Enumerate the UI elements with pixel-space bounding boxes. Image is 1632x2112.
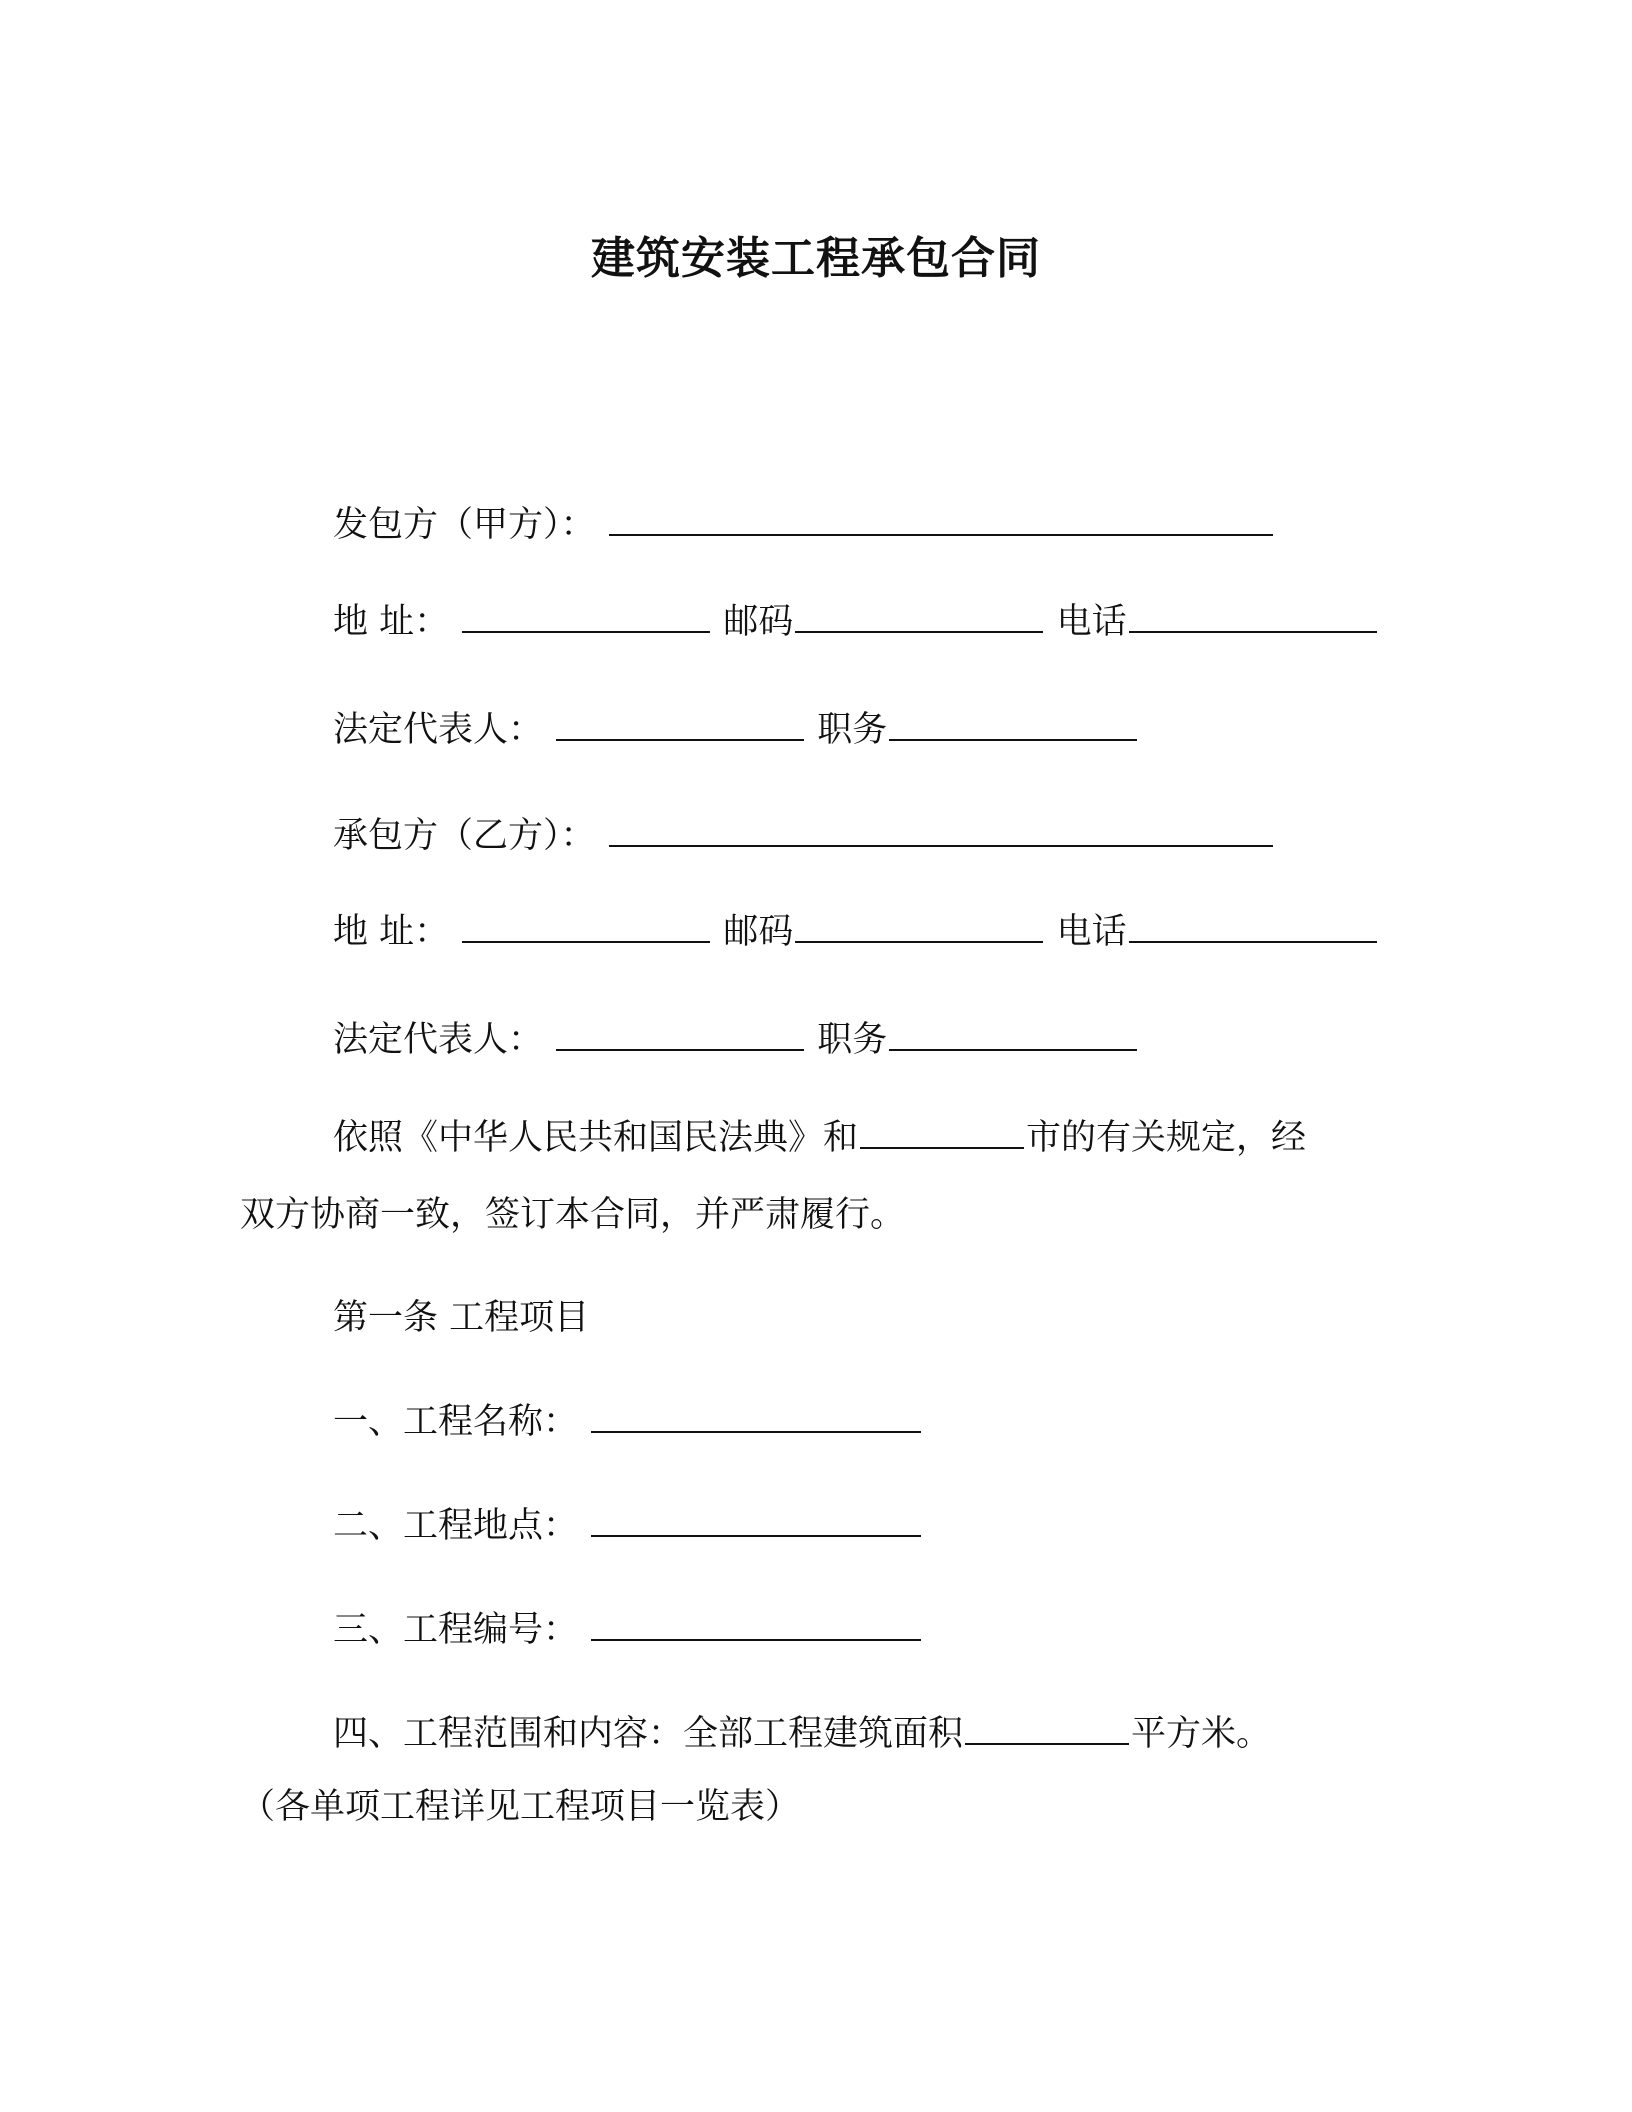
intro-part1: 依照《中华人民共和国民法典》和 (333, 1118, 859, 1158)
project-location-blank[interactable] (591, 1505, 921, 1537)
intro-line-2 (240, 1193, 905, 1237)
party-b-address-label: 地 址： (333, 912, 450, 952)
party-b-postcode-blank[interactable] (795, 911, 1043, 943)
project-scope-note: （各单项工程详见工程项目一览表） (240, 1787, 801, 1827)
party-a-phone-label: 电话 (1056, 602, 1127, 642)
project-name-blank[interactable] (591, 1401, 921, 1433)
party-b-position-blank[interactable] (889, 1019, 1137, 1051)
party-b-rep-label: 法定代表人： (333, 1020, 544, 1060)
intro-line2-text: 双方协商一致，签订本合同，并严肃履行。 (240, 1195, 906, 1235)
intro-city-blank[interactable] (860, 1117, 1024, 1149)
party-b-address-blank[interactable] (462, 911, 710, 943)
intro-part2: 市的有关规定，经 (1026, 1118, 1307, 1158)
article-1-item-4 (333, 1712, 1271, 1756)
party-a-rep-line (333, 708, 1139, 752)
party-a-rep-blank[interactable] (556, 709, 804, 741)
project-scope-label: 四、工程范围和内容：全部工程建筑面积 (333, 1714, 964, 1754)
party-b-line (333, 814, 1275, 858)
article-1-item-2 (333, 1504, 923, 1548)
party-a-contact-line (333, 600, 1379, 644)
article-1-item-4-line-2 (240, 1785, 800, 1829)
document-title: 建筑安装工程承包合同 (591, 233, 1041, 284)
party-a-name-blank[interactable] (609, 504, 1273, 536)
party-b-postcode-label: 邮码 (723, 912, 794, 952)
party-a-postcode-blank[interactable] (795, 601, 1043, 633)
party-b-contact-line (333, 910, 1379, 954)
project-name-label: 一、工程名称： (333, 1402, 579, 1442)
party-a-line (333, 503, 1275, 547)
building-area-blank[interactable] (965, 1713, 1129, 1745)
party-a-postcode-label: 邮码 (723, 602, 794, 642)
party-a-position-blank[interactable] (889, 709, 1137, 741)
article-1-heading-text: 第一条 工程项目 (333, 1298, 590, 1338)
article-1-item-1 (333, 1400, 923, 1444)
party-b-position-label: 职务 (817, 1020, 888, 1060)
party-a-position-label: 职务 (817, 710, 888, 750)
article-1-item-3 (333, 1608, 923, 1652)
party-a-rep-label: 法定代表人： (333, 710, 544, 750)
party-b-rep-blank[interactable] (556, 1019, 804, 1051)
project-location-label: 二、工程地点： (333, 1506, 579, 1546)
party-b-phone-blank[interactable] (1129, 911, 1377, 943)
party-b-label: 承包方（乙方）： (333, 816, 596, 856)
party-b-name-blank[interactable] (609, 815, 1273, 847)
intro-line-1 (333, 1116, 1306, 1160)
party-b-phone-label: 电话 (1056, 912, 1127, 952)
project-number-blank[interactable] (591, 1609, 921, 1641)
project-number-label: 三、工程编号： (333, 1610, 579, 1650)
party-a-address-blank[interactable] (462, 601, 710, 633)
party-a-address-label: 地 址： (333, 602, 450, 642)
party-a-label: 发包方（甲方）： (333, 505, 596, 545)
party-a-phone-blank[interactable] (1129, 601, 1377, 633)
party-b-rep-line (333, 1018, 1139, 1062)
article-1-heading (333, 1296, 589, 1340)
project-scope-unit: 平方米。 (1131, 1714, 1272, 1754)
